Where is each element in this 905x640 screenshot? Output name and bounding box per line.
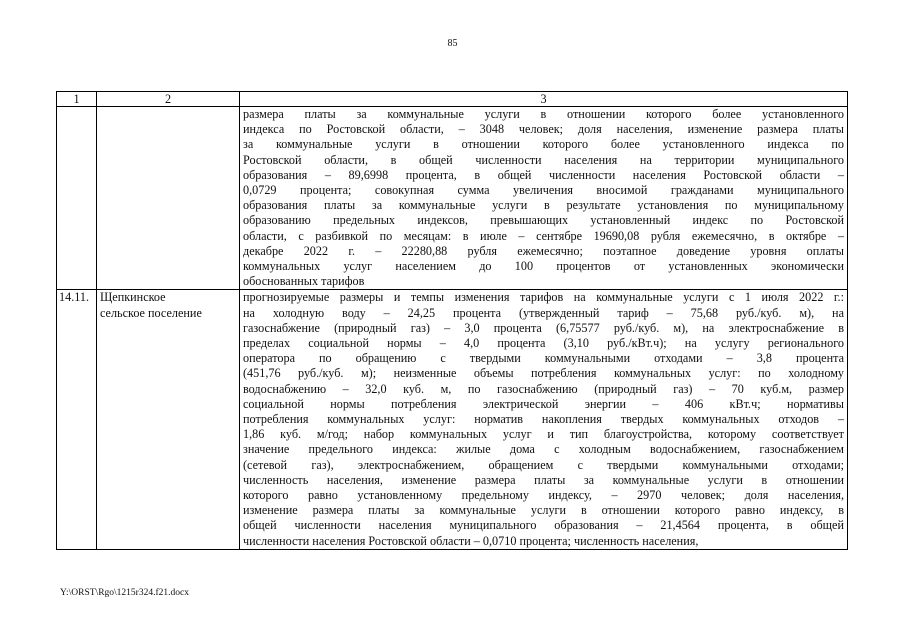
text-line: за коммунальные услуги в отношении которого более установленного индекса по <box>243 137 844 152</box>
text-line: сельское поселение <box>100 305 202 320</box>
text-line: численности населения Ростовской области – 0,0710 процента; численность населения, <box>243 533 699 548</box>
page-number: 85 <box>447 38 458 49</box>
text-line: изменение размера платы за коммунальные услуги в отношении которого равно индексу, в <box>243 503 844 518</box>
text-line: прогнозируемые размеры и темпы изменения тарифов на коммунальные услуги с 1 июля 2022 г.: <box>243 290 844 305</box>
row-number-cell <box>57 107 97 290</box>
row-number-cell: 14.11. <box>57 290 97 549</box>
text-line: 1,86 куб. м/год; набор коммунальных услуг и тип благоустройства, которому соответствует <box>243 427 844 442</box>
text-line: на холодную воду – 24,25 процента (утвержденный тариф – 75,68 руб./куб. м), на <box>243 305 844 320</box>
text-line: Ростовской области, в общей численности населения на территории муниципального <box>243 152 844 167</box>
text-line: оператора по обращению с твердыми коммунальными отходами – 3,8 процента <box>243 351 844 366</box>
description-cell <box>240 107 848 290</box>
text-line: области, с разбивкой по месяцам: в июле – сентябре 19690,08 рубля ежемесячно, в октябре – <box>243 228 844 243</box>
municipality-cell <box>97 107 240 290</box>
text-line: Щепкинское <box>100 290 166 305</box>
text-line: численность населения, изменение размера платы за коммунальные услуги в отношении <box>243 472 844 487</box>
file-path-footer: Y:\ORST\Rgo\1215r324.f21.docx <box>60 588 189 598</box>
text-line: социальной нормы потребления электрической энергии – 406 кВт.ч; нормативы <box>243 396 844 411</box>
table-row <box>57 290 848 549</box>
table-header-row <box>57 92 848 107</box>
document-table <box>56 91 848 550</box>
text-line: обоснованных тарифов <box>243 274 365 289</box>
text-line: водоснабжению – 32,0 куб. м, по газоснабжению (природный газ) – 70 куб.м, размер <box>243 381 844 396</box>
header-col-1: 1 <box>57 92 97 107</box>
header-col-3: 3 <box>240 92 848 107</box>
text-line: пределах социальной нормы – 4,0 процента (3,10 руб./кВт.ч); на услугу регионального <box>243 336 844 351</box>
municipality-cell <box>97 290 240 549</box>
table-row <box>57 107 848 290</box>
text-line: образованию предельных индексов, превышающих установленный индекс по Ростовской <box>243 213 844 228</box>
text-line: образования – 89,6998 процента, в общей численности населения Ростовской области – <box>243 167 844 182</box>
text-line: значение предельного индекса: жилые дома с холодным водоснабжением, газоснабжением <box>243 442 844 457</box>
description-cell <box>240 290 848 549</box>
text-line: индекса по Ростовской области, – 3048 человек; доля населения, изменение размера платы <box>243 122 844 137</box>
text-line: потребления коммунальных услуг: норматив накопления твердых коммунальных отходов – <box>243 412 844 427</box>
text-line: которого равно установленному предельному индексу, – 2970 человек; доля населения, <box>243 488 844 503</box>
text-line: размера платы за коммунальные услуги в отношении которого более установленного <box>243 107 844 121</box>
text-line: (451,76 руб./куб. м); неизменные объемы потребления коммунальных услуг: по холодному <box>243 366 844 381</box>
text-line: (сетевой газ), электроснабжением, обращением с твердыми коммунальными отходами; <box>243 457 844 472</box>
text-line: общей численности населения муниципального образования – 21,4564 процента, в общей <box>243 518 844 533</box>
text-line: декабре 2022 г. – 22280,88 рубля ежемесячно; поэтапное доведение уровня оплаты <box>243 243 844 258</box>
text-line: коммунальных услуг населением до 100 процентов от установленных экономически <box>243 259 844 274</box>
header-col-2: 2 <box>97 92 240 107</box>
text-line: 0,0729 процента; совокупная сумма увеличения вносимой гражданами муниципального <box>243 183 844 198</box>
text-line: газоснабжение (природный газ) – 3,0 процента (6,75577 руб./куб. м), на электроснабжение в <box>243 320 844 335</box>
text-line: образования платы за коммунальные услуги в результате установления по муниципальному <box>243 198 844 213</box>
